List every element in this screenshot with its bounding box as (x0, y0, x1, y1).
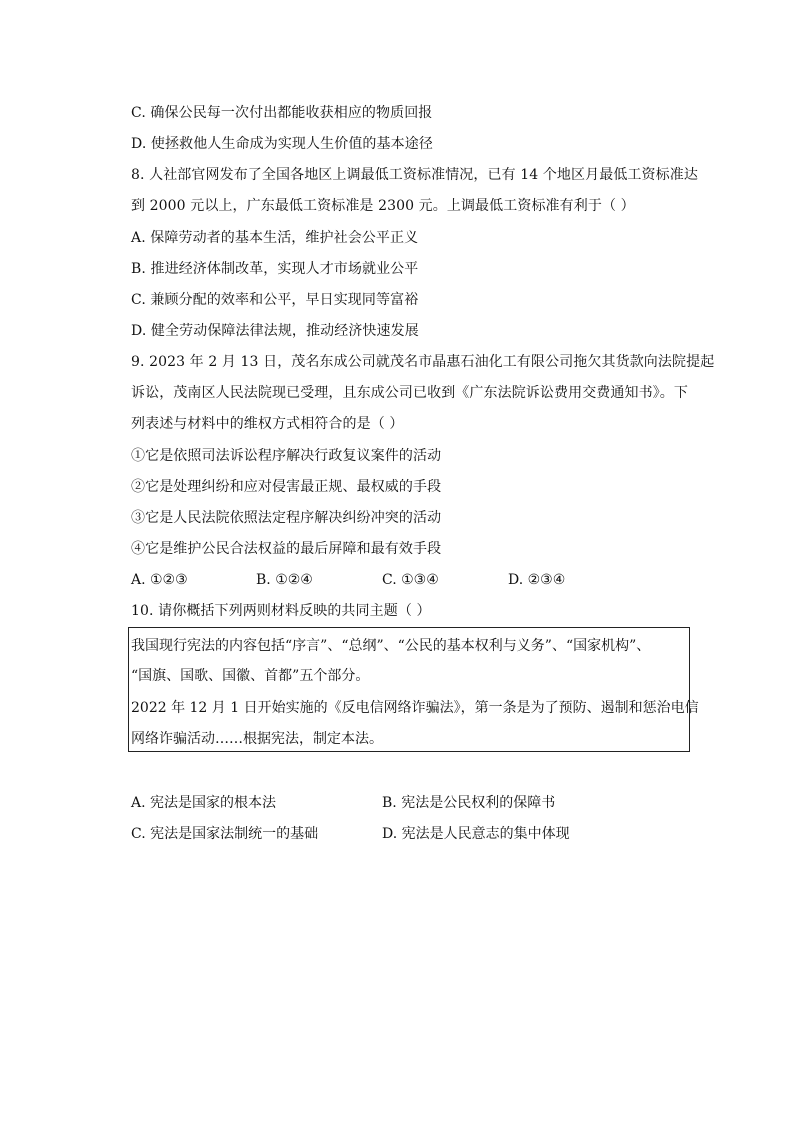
q9-item-3: ③它是人民法院依照法定程序解决纠纷冲突的活动 (131, 510, 442, 526)
material-line-3: 2022 年 12 月 1 日开始实施的《反电信网络诈骗法》，第一条是为了预防、遏制和惩治电信 (131, 700, 699, 716)
q10-options-row-1 (131, 793, 696, 813)
q8-stem-line-2: 到 2000 元以上，广东最低工资标准是 2300 元。上调最低工资标准有利于（ ） (131, 198, 635, 214)
q9-item-1: ①它是依照司法诉讼程序解决行政复议案件的活动 (131, 448, 442, 464)
q7-option-d: D. 使拯救他人生命成为实现人生价值的基本途径 (131, 136, 433, 152)
q9-option-c: C. ①③④ (382, 572, 439, 588)
q10-stem: 10. 请你概括下列两则材料反映的共同主题（ ） (131, 603, 431, 619)
q8-option-d: D. 健全劳动保障法律法规，推动经济快速发展 (131, 323, 419, 339)
q9-option-b: B. ①②④ (256, 572, 313, 588)
q8-option-a: A. 保障劳动者的基本生活，维护社会公平正义 (131, 230, 419, 246)
q10-material-box (128, 627, 699, 752)
q9-item-2: ②它是处理纠纷和应对侵害最正规、最权威的手段 (131, 479, 442, 495)
q9-stem-line-2: 诉讼，茂南区人民法院现已受理，且东成公司已收到《广东法院诉讼费用交费通知书》。下 (131, 385, 688, 401)
material-line-2: “国旗、国歌、国徽、首都”五个部分。 (131, 668, 370, 684)
q10-option-a: A. 宪法是国家的根本法 (131, 795, 277, 811)
q10-option-b: B. 宪法是公民权利的保障书 (382, 795, 556, 811)
q9-option-a: A. ①②③ (131, 572, 188, 588)
q9-options-row (131, 570, 696, 590)
q9-stem-line-3: 列表述与材料中的维权方式相符合的是（ ） (131, 416, 404, 432)
q9-stem-line-1: 9. 2023 年 2 月 13 日，茂名东成公司就茂名市晶惠石油化工有限公司拖欠其货款向法院提起 (131, 354, 715, 370)
q8-option-b: B. 推进经济体制改革，实现人才市场就业公平 (131, 261, 419, 277)
material-line-4: 网络诈骗活动……根据宪法，制定本法。 (131, 731, 383, 747)
q8-option-c: C. 兼顾分配的效率和公平，早日实现同等富裕 (131, 292, 419, 308)
q9-item-4: ④它是维护公民合法权益的最后屏障和最有效手段 (131, 541, 442, 557)
q10-option-d: D. 宪法是人民意志的集中体现 (382, 826, 570, 842)
q9-option-d: D. ②③④ (508, 572, 566, 588)
q7-option-c: C. 确保公民每一次付出都能收获相应的物质回报 (131, 105, 433, 121)
q10-options-row-2 (131, 824, 696, 844)
q10-option-c: C. 宪法是国家法制统一的基础 (131, 826, 319, 842)
q8-stem-line-1: 8. 人社部官网发布了全国各地区上调最低工资标准情况，已有 14 个地区月最低工资标准达 (131, 167, 698, 183)
material-line-1: 我国现行宪法的内容包括“序言”、“总纲”、“公民的基本权利与义务”、“国家机构”、 (131, 638, 651, 654)
